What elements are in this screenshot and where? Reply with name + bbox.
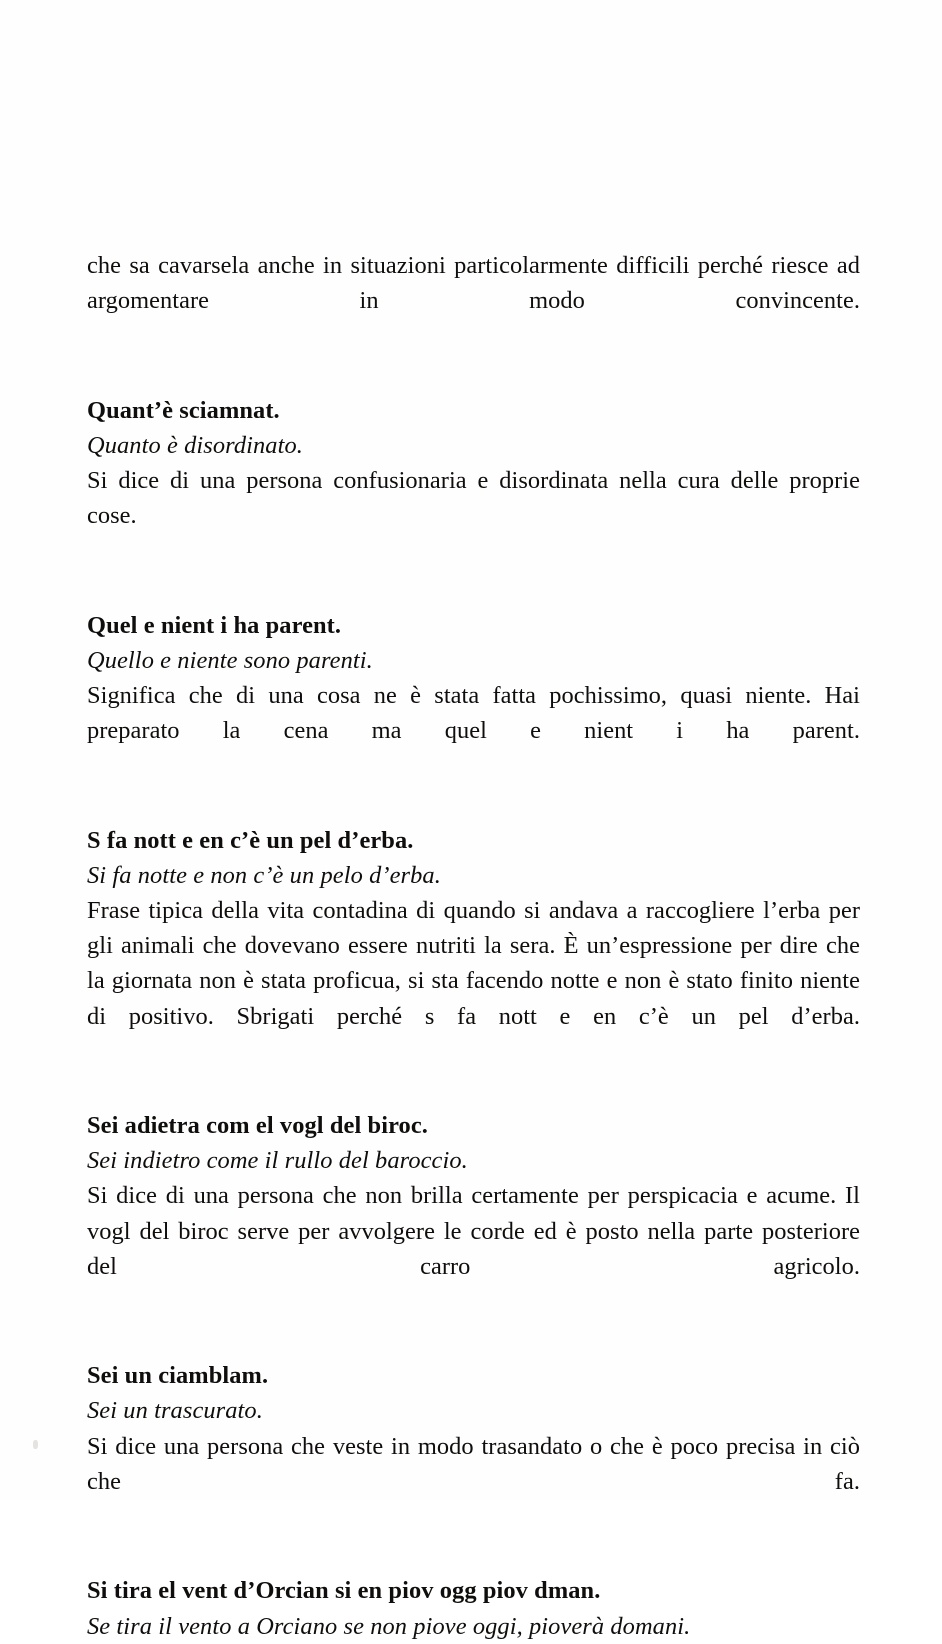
glossary-entry [87,1108,860,1319]
entry-gloss: Quello e niente sono parenti. [87,646,373,674]
entry-explanation: Significa che di una cosa ne è stata fatta pochissimo, quasi niente. Hai preparato la cena ma quel e nient i ha parent. [87,682,860,745]
entry-lemma: Sei adietra com el vogl del biroc. [87,1112,428,1140]
scan-artifact-speck [33,1440,38,1449]
entry-lemma: S fa nott e en c’è un pel d’erba. [87,826,414,854]
entry-lemma: Quant’è sciamnat. [87,396,280,424]
glossary-entry [87,393,860,569]
entry-gloss: Quanto è disordinato. [87,431,303,459]
entry-gloss: Sei indietro come il rullo del baroccio. [87,1147,468,1175]
entry-explanation: Frase tipica della vita contadina di quando si andava a raccogliere l’erba per gli animali che dovevano essere nutriti la sera. È un’espressione per dire che la giornata non è stata proficua, si sta facendo notte e non è stato finito niente di positivo. Sbrigati perché s fa nott e en c’è un pel d’erba. [87,897,860,1030]
entry-gloss: Sei un trascurato. [87,1397,263,1425]
entry-lemma: Sei un ciamblam. [87,1362,269,1390]
text-column [87,248,860,1644]
entry-explanation: Si dice di una persona confusionaria e disordinata nella cura delle proprie cose. [87,467,860,530]
glossary-entry [87,1358,860,1534]
entry-explanation: Si dice di una persona che non brilla certamente per perspicacia e acume. Il vogl del biroc serve per avvolgere le corde ed è posto nella parte posteriore del carro agricolo. [87,1182,860,1280]
glossary-entry [87,823,860,1069]
intro-paragraph: che sa cavarsela anche in situazioni particolarmente difficili perché riesce ad argomentare in modo convincente. [87,252,860,315]
entry-lemma: Si tira el vent d’Orcian si en piov ogg piov dman. [87,1577,601,1605]
entry-lemma: Quel e nient i ha parent. [87,611,342,639]
entry-explanation: Si dice una persona che veste in modo trasandato o che è poco precisa in ciò che fa. [87,1432,860,1495]
entry-gloss: Se tira il vento a Orciano se non piove oggi, pioverà domani. [87,1612,691,1640]
glossary-entry [87,1573,860,1643]
entry-gloss: Si fa notte e non c’è un pelo d’erba. [87,861,441,889]
glossary-entry [87,608,860,784]
